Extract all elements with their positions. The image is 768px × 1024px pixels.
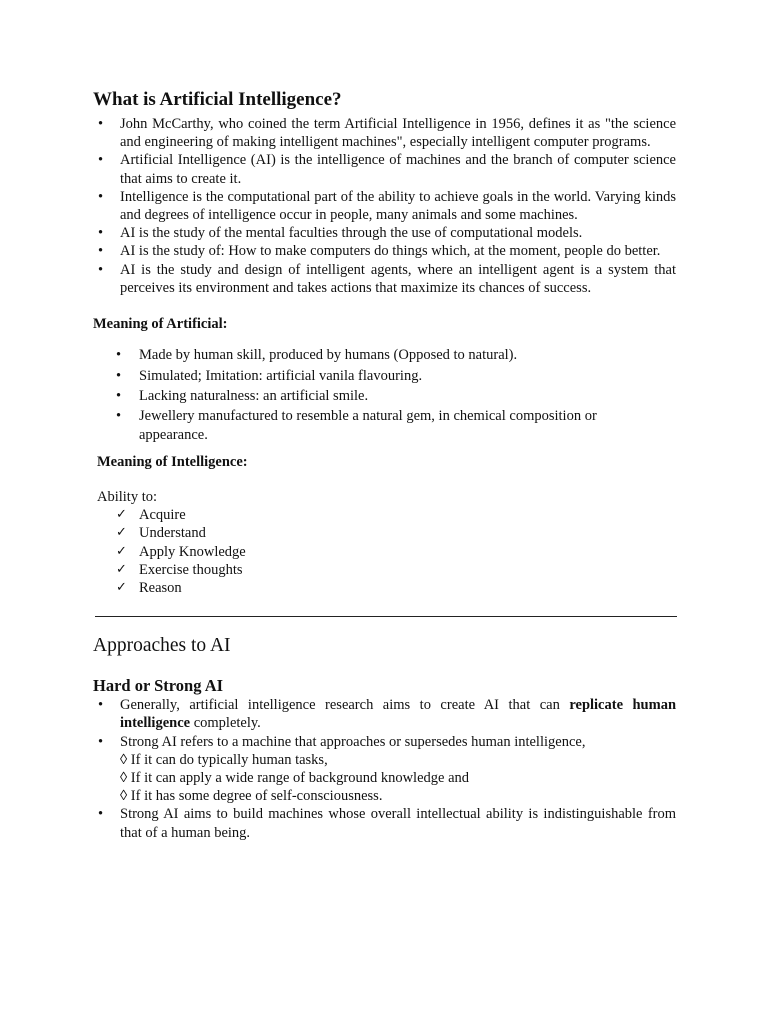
ability-label: Ability to: <box>97 489 158 506</box>
list-item-text: Generally, artificial intelligence research aims to create AI that can <box>120 697 570 714</box>
checklist-item <box>93 543 676 561</box>
checkmark-icon: ✓ <box>116 507 127 523</box>
sub-condition: ◊ If it can do typically human tasks, <box>120 751 328 768</box>
emphasis-text: replicate human intelligence <box>120 697 677 732</box>
list-item: • Strong AI aims to build machines whose overall intellectual ability is indistinguishable from that of a human being. <box>93 805 676 841</box>
list-item <box>93 696 676 732</box>
checklist-item-label: Acquire <box>139 507 186 524</box>
section-divider <box>95 616 677 617</box>
meaning-artificial-list <box>93 346 676 444</box>
meaning-intelligence-heading: Meaning of Intelligence: <box>97 453 248 470</box>
approaches-heading: Approaches to AI <box>93 635 231 657</box>
checkmark-icon: ✓ <box>116 561 127 577</box>
list-item <box>93 733 676 806</box>
sub-condition: ◊ If it can apply a wide range of background knowledge and <box>120 770 469 787</box>
checklist-item-label: Understand <box>139 525 206 542</box>
checklist-item <box>93 561 676 579</box>
intro-bullet-list <box>93 115 676 297</box>
checkmark-icon: ✓ <box>116 543 127 559</box>
meaning-artificial-heading: Meaning of Artificial: <box>93 316 228 333</box>
sub-condition: ◊ If it has some degree of self-consciousness. <box>120 788 383 805</box>
checklist-item-label: Apply Knowledge <box>139 543 246 560</box>
page-title: What is Artificial Intelligence? <box>93 89 342 110</box>
checklist-item <box>93 524 676 542</box>
list-item-text: Strong AI refers to a machine that approaches or supersedes human intelligence, <box>120 733 586 750</box>
list-item-text: completely. <box>190 715 261 732</box>
list-item: • Artificial Intelligence (AI) is the intelligence of machines and the branch of computer science that aims to create it. <box>93 151 676 187</box>
checklist-item <box>93 579 676 597</box>
list-item: • Jewellery manufactured to resemble a natural gem, in chemical composition or appearance. <box>93 407 676 443</box>
checklist-item-label: Exercise thoughts <box>139 561 243 578</box>
checklist-item-label: Reason <box>139 580 182 597</box>
document-page <box>93 88 676 842</box>
list-item: • Intelligence is the computational part of the ability to achieve goals in the world. Varying kinds and degrees of intelligence occur in people, many animals and some machines. <box>93 188 676 224</box>
list-item: • Simulated; Imitation: artificial vanila flavouring. <box>93 367 676 385</box>
list-item: • John McCarthy, who coined the term Artificial Intelligence in 1956, defines it as "the science and engineering of making intelligent machines", especially intelligent computer programs. <box>93 115 676 151</box>
list-item: • AI is the study of the mental faculties through the use of computational models. <box>93 224 676 242</box>
ability-checklist <box>93 506 676 597</box>
list-item: • AI is the study and design of intelligent agents, where an intelligent agent is a system that perceives its environment and takes actions that maximize its chances of success. <box>93 261 676 297</box>
checkmark-icon: ✓ <box>116 525 127 541</box>
list-item: • Lacking naturalness: an artificial smile. <box>93 387 676 405</box>
strong-ai-heading: Hard or Strong AI <box>93 676 224 696</box>
checklist-item <box>93 506 676 524</box>
list-item: • AI is the study of: How to make computers do things which, at the moment, people do better. <box>93 242 676 260</box>
strong-ai-bullet-list <box>93 696 676 842</box>
list-item: • Made by human skill, produced by humans (Opposed to natural). <box>93 346 676 364</box>
checkmark-icon: ✓ <box>116 580 127 596</box>
